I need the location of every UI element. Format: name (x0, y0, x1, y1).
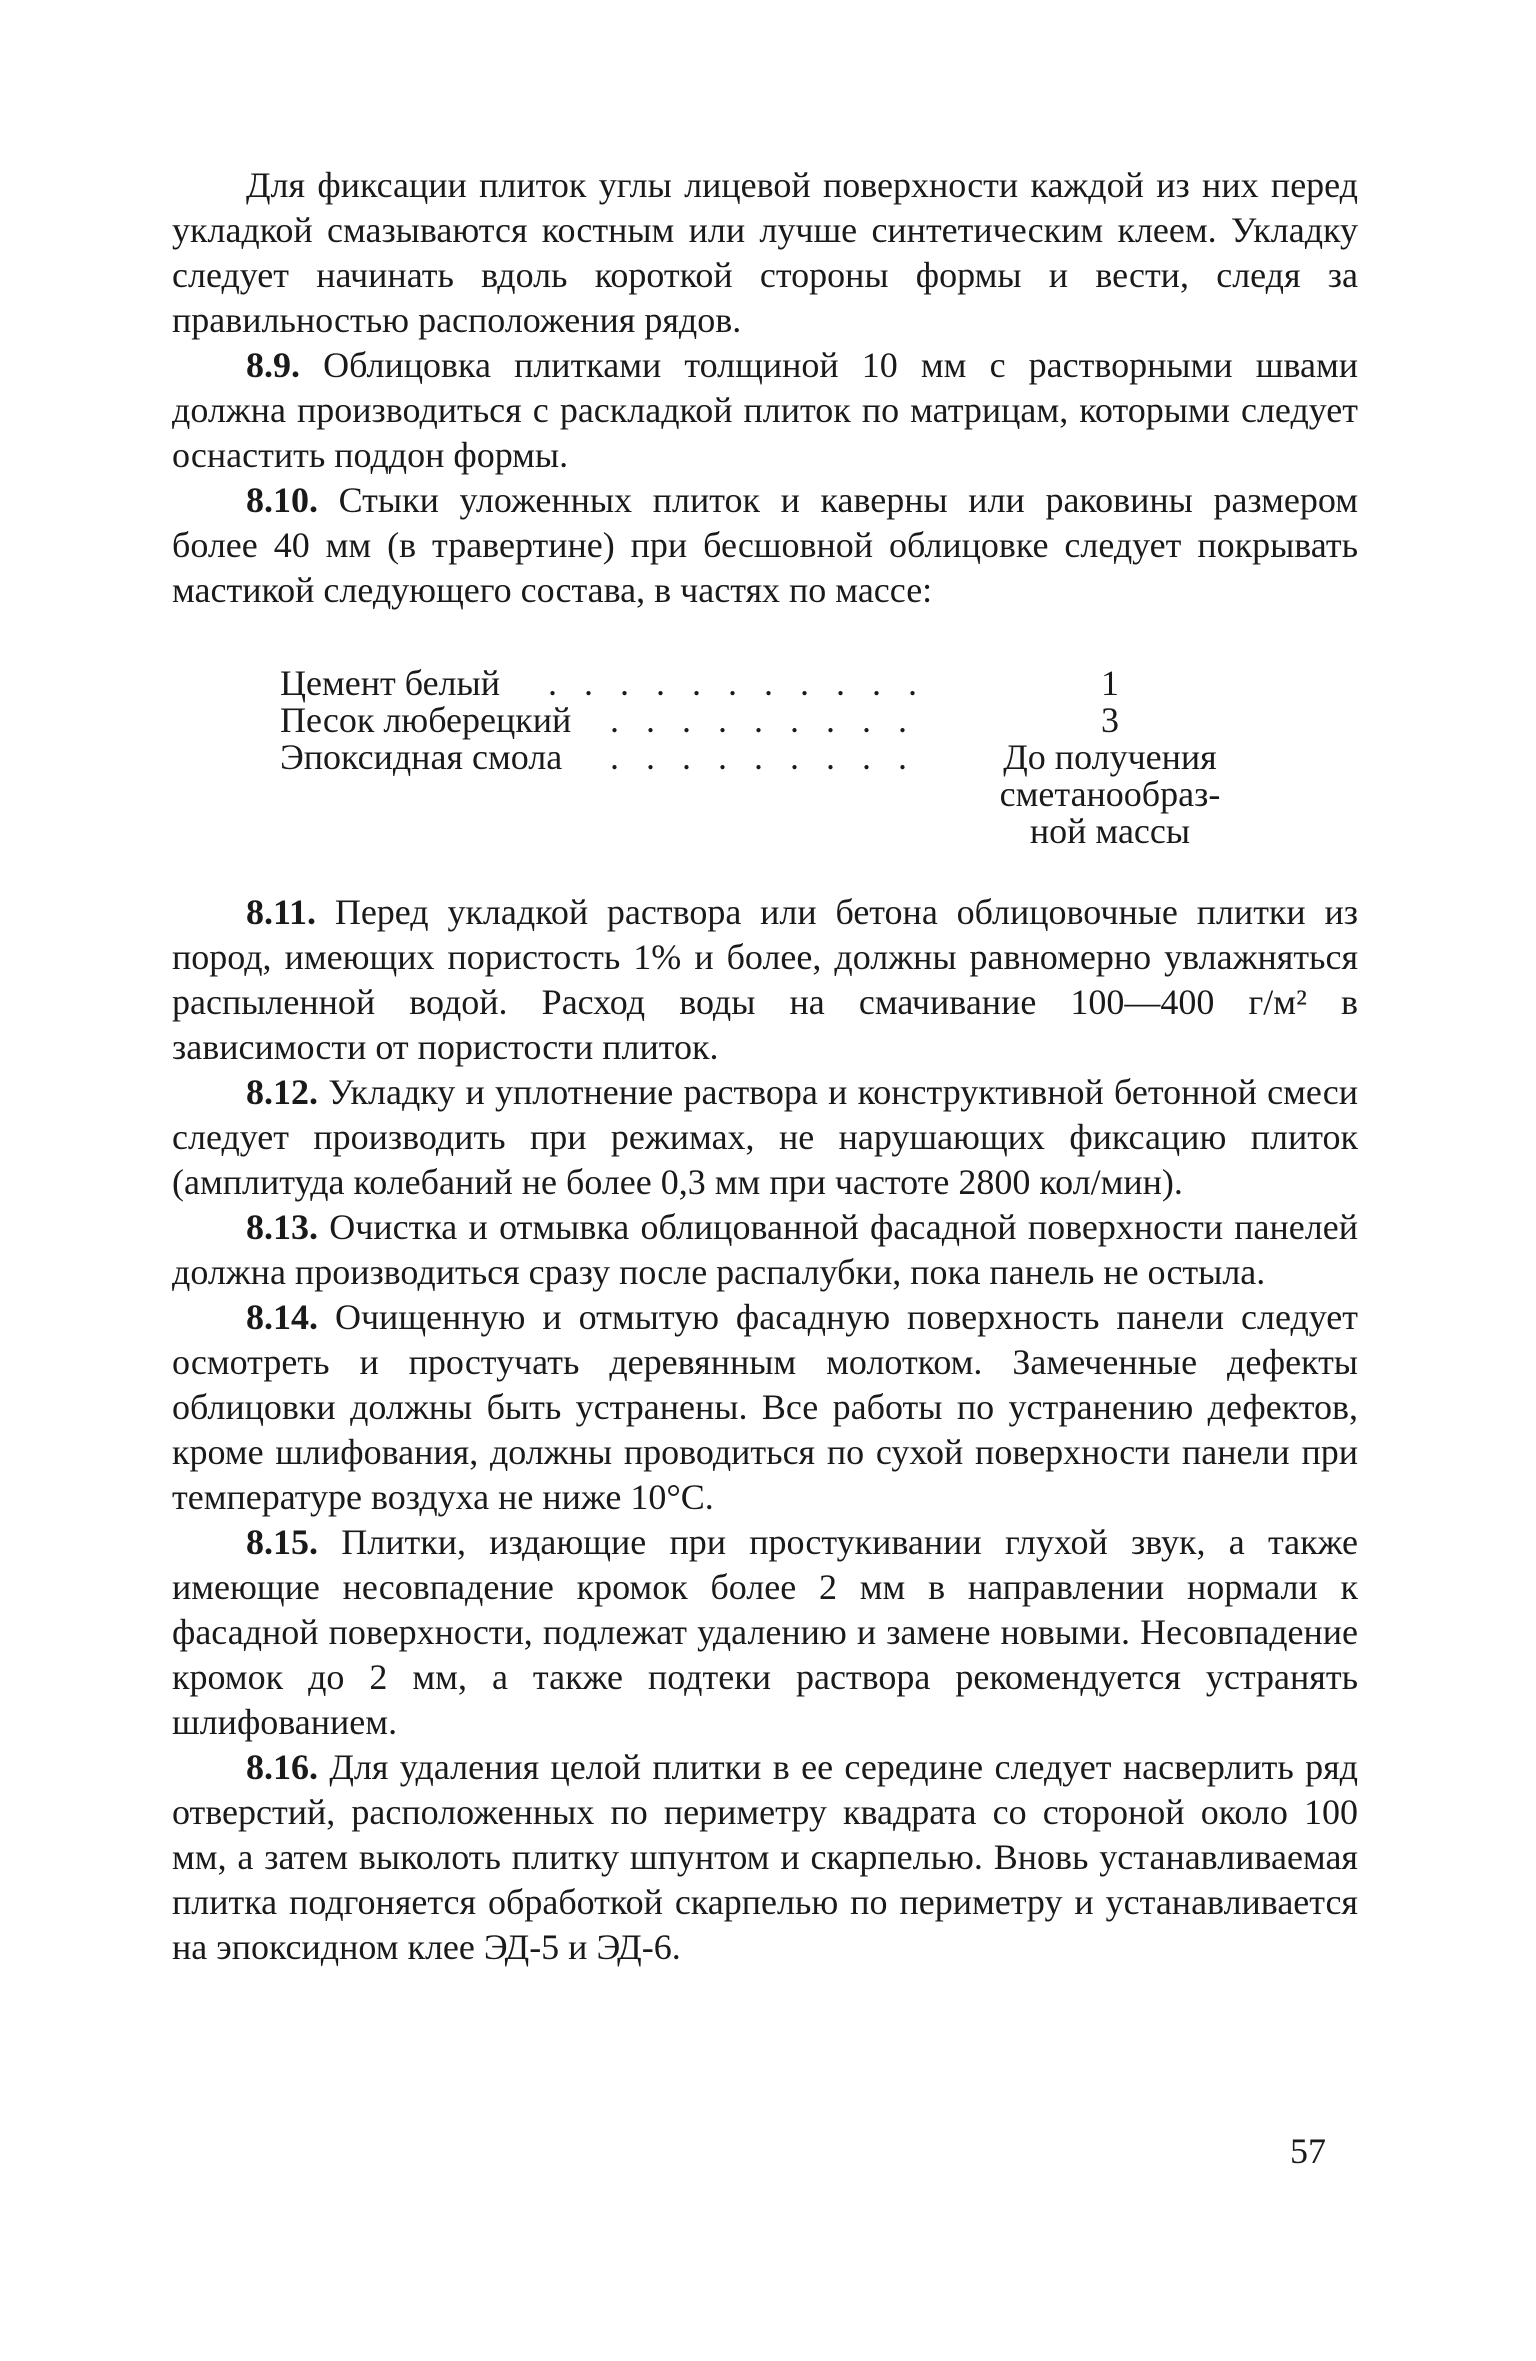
paragraph-text: Перед укладкой раствора или бетона облицовочные плитки из пород, имеющих пористость 1% и более, должны равномерно увлажняться распыленной водой. Расход воды на смачивание 100—400 г/м² в зависимости от пористости плиток. (172, 892, 1358, 1067)
composition-row (280, 665, 1260, 702)
paragraph-text: Стыки уложенных плиток и каверны или раковины размером более 40 мм (в травертине) при бесшовной облицовке следует покрывать мастикой следующего состава, в частях по массе: (172, 480, 1358, 610)
paragraph-number: 8.14. (246, 1297, 318, 1337)
paragraph-8-9 (172, 343, 1358, 478)
paragraph-text: Плитки, издающие при простукивании глухой звук, а также имеющие несовпадение кромок более 2 мм в направлении нормали к фасадной поверхности, подлежат удалению и замене новыми. Несовпадение кромок до 2 мм, а также подтеки раствора рекомендуется устранять шлифованием. (172, 1522, 1358, 1742)
paragraph-number: 8.11. (246, 892, 317, 932)
bottom-text-block (172, 890, 1358, 1970)
paragraph-8-14 (172, 1295, 1358, 1520)
page-number: 57 (1290, 2131, 1326, 2171)
paragraph-number: 8.16. (246, 1747, 318, 1787)
paragraph-number: 8.10. (246, 480, 318, 520)
paragraph-text: Облицовка плитками толщиной 10 мм с растворными швами должна производиться с раскладкой плиток по матрицам, которыми следует оснастить поддон формы. (172, 345, 1358, 475)
paragraph-8-11 (172, 890, 1358, 1070)
leader-dots: . . . . . . . . . (610, 737, 916, 777)
paragraph-text: Очищенную и отмытую фасадную поверхность панели следует осмотреть и простучать деревянным молотком. Замеченные дефекты облицовки должны быть устранены. Все работы по устранению дефектов, кроме шлифования, должны проводиться по сухой поверхности панели при температуре воздуха не ниже 10°C. (172, 1297, 1358, 1517)
paragraph-number: 8.9. (246, 345, 300, 385)
paragraph-text: Очистка и отмывка облицованной фасадной поверхности панелей должна производиться сразу после распалубки, пока панель не остыла. (172, 1207, 1358, 1292)
paragraph-8-13 (172, 1205, 1358, 1295)
paragraph-number: 8.12. (246, 1072, 318, 1112)
component-quantity: 1 (1101, 663, 1119, 703)
paragraph-number: 8.15. (246, 1522, 318, 1562)
top-text-block (172, 163, 1358, 613)
paragraph-8-16 (172, 1745, 1358, 1970)
leader-dots: . . . . . . . . . . . (548, 663, 926, 703)
component-name: Песок люберецкий (280, 700, 572, 740)
component-quantity: 3 (1101, 700, 1119, 740)
leader-dots: . . . . . . . . . (610, 700, 916, 740)
paragraph-8-15 (172, 1520, 1358, 1745)
paragraph-8-10 (172, 478, 1358, 613)
component-name: Эпоксидная смола (280, 737, 563, 777)
paragraph-text: Для фиксации плиток углы лицевой поверхности каждой из них перед укладкой смазываются костным или лучше синтетическим клеем. Укладку следует начинать вдоль короткой стороны формы и вести, следя за правильностью расположения рядов. (172, 165, 1358, 340)
paragraph-number: 8.13. (246, 1207, 318, 1247)
paragraph-text: Для удаления целой плитки в ее середине следует насверлить ряд отверстий, расположенных по периметру квадрата со стороной около 100 мм, а затем выколоть плитку шпунтом и скарпелью. Вновь устанавливаемая плитка подгоняется обработкой скарпелью по периметру и устанавливается на эпоксидном клее ЭД-5 и ЭД-6. (172, 1747, 1358, 1967)
paragraph-8-12 (172, 1070, 1358, 1205)
composition-row (280, 702, 1260, 739)
composition-table (280, 663, 1260, 851)
paragraph-text: Укладку и уплотнение раствора и конструктивной бетонной смеси следует производить при режимах, не нарушающих фиксацию плиток (амплитуда колебаний не более 0,3 мм при частоте 2800 кол/мин). (172, 1072, 1358, 1202)
composition-row (280, 737, 1260, 851)
component-quantity: До получения сметанообраз- ной массы (999, 737, 1221, 851)
paragraph-intro (172, 163, 1358, 343)
component-name: Цемент белый (280, 663, 500, 703)
